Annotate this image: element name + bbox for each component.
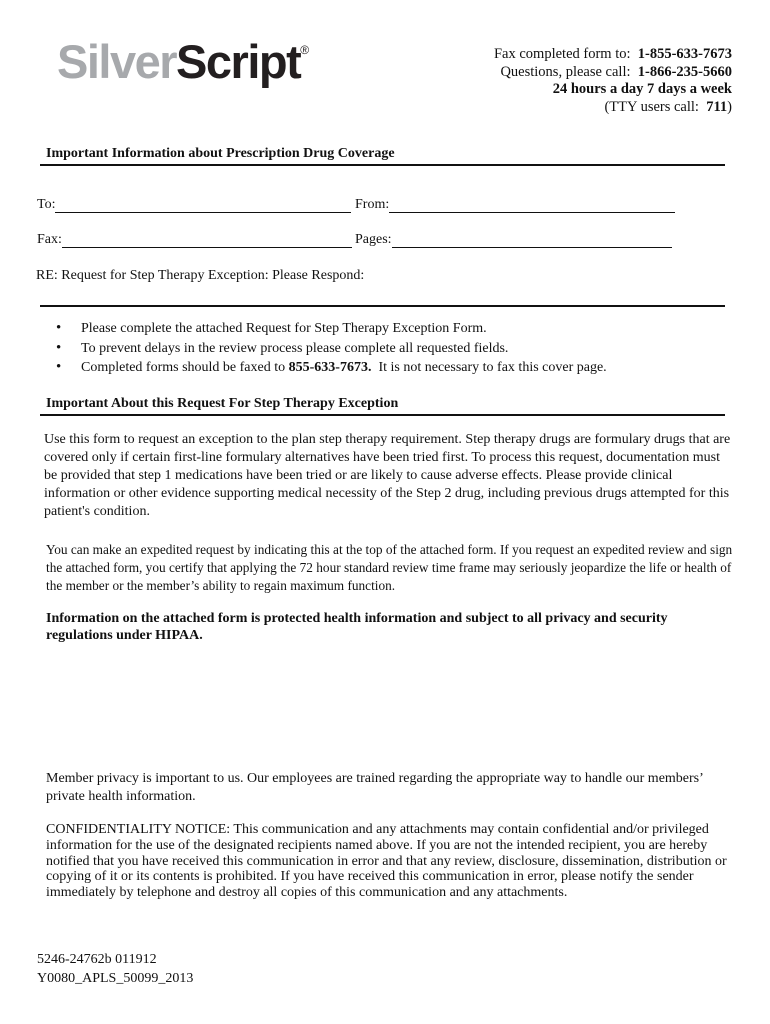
contact-block bbox=[494, 46, 732, 116]
tty-close: ) bbox=[727, 98, 732, 115]
list-item bbox=[46, 358, 607, 378]
list-item: • Please complete the attached Request for Step Therapy Exception Form. bbox=[46, 319, 607, 339]
tty-label: (TTY users call: bbox=[604, 98, 699, 115]
purpose-paragraph: Use this form to request an exception to the plan step therapy requirement. Step therapy drugs are formulary drugs that are covered only if certain first-line formulary alternatives have been tried first. To process this request, documentation must be provided that step 1 medications have been tried or are likely to cause adverse effects. Please provide clinical information or other evidence supporting medical necessity of the Step 2 drug, including previous drugs attempted for this patient's condition. bbox=[44, 432, 731, 520]
privacy-paragraph: Member privacy is important to us. Our employees are trained regarding the appropriate way to handle our members’ private health information. bbox=[46, 771, 703, 804]
pages-field[interactable] bbox=[355, 232, 672, 248]
logo-script-text: Script bbox=[176, 35, 301, 88]
hipaa-paragraph: Information on the attached form is protected health information and subject to all privacy and security regulations under HIPAA. bbox=[46, 611, 668, 643]
divider bbox=[40, 305, 725, 307]
fax-line bbox=[494, 46, 732, 64]
silverscript-logo bbox=[57, 35, 310, 88]
list-item: • To prevent delays in the review process please complete all requested fields. bbox=[46, 339, 607, 359]
list-item-text: Completed forms should be faxed to bbox=[81, 360, 286, 375]
divider bbox=[40, 164, 725, 166]
from-field[interactable] bbox=[355, 197, 675, 213]
expedited-paragraph: You can make an expedited request by indicating this at the top of the attached form. If you request an expedited review and sign the attached form, you certify that applying the 72 hour standard review time frame may seriously jeopardize the life or health of the member or the member’s ability to regain maximum function. bbox=[46, 542, 733, 593]
re-line: RE: Request for Step Therapy Exception: Please Respond: bbox=[36, 268, 365, 283]
footer-codes bbox=[37, 950, 193, 988]
tty-line bbox=[494, 99, 732, 117]
from-label: From: bbox=[355, 197, 390, 212]
form-code: 5246-24762b 011912 bbox=[37, 952, 157, 967]
questions-number: 1-866-235-5660 bbox=[637, 63, 732, 80]
questions-line bbox=[494, 64, 732, 82]
fax-number: 1-855-633-7673 bbox=[637, 46, 732, 62]
fax-field-label: Fax: bbox=[37, 232, 62, 247]
instructions-list bbox=[46, 319, 607, 378]
registered-mark: ® bbox=[300, 43, 310, 57]
from-line[interactable] bbox=[389, 198, 675, 213]
confidentiality-notice: CONFIDENTIALITY NOTICE: This communication and any attachments may contain confidential and/or privileged information for the use of the designated recipients named above. If you are not the intended recipient, you are hereby notified that you have received this communication in error and that any review, disclosure, dissemination, distribution or copying of it or its contents is prohibited. If you have received this communication in error, please notify the sender immediately by telephone and destroy all copies of this communication and any attachments. bbox=[46, 822, 727, 901]
fax-field-line[interactable] bbox=[62, 233, 352, 248]
list-item-text: It is not necessary to fax this cover page. bbox=[378, 360, 607, 375]
questions-label: Questions, please call: bbox=[500, 63, 631, 80]
logo-silver-text: Silver bbox=[57, 35, 177, 88]
hours-line: 24 hours a day 7 days a week bbox=[552, 81, 732, 97]
tty-number: 711 bbox=[706, 98, 728, 115]
to-line[interactable] bbox=[55, 198, 351, 213]
divider bbox=[40, 414, 725, 416]
fax-field[interactable] bbox=[37, 232, 352, 248]
to-field[interactable] bbox=[37, 197, 351, 213]
section-heading-coverage: Important Information about Prescription Drug Coverage bbox=[46, 146, 395, 161]
fax-number-inline: 855-633-7673. bbox=[288, 360, 372, 375]
pages-label: Pages: bbox=[355, 232, 392, 247]
section-heading-request: Important About this Request For Step Therapy Exception bbox=[46, 396, 399, 411]
pages-line[interactable] bbox=[392, 233, 672, 248]
plan-code: Y0080_APLS_50099_2013 bbox=[37, 971, 194, 986]
to-label: To: bbox=[37, 197, 56, 212]
fax-label: Fax completed form to: bbox=[493, 46, 631, 62]
